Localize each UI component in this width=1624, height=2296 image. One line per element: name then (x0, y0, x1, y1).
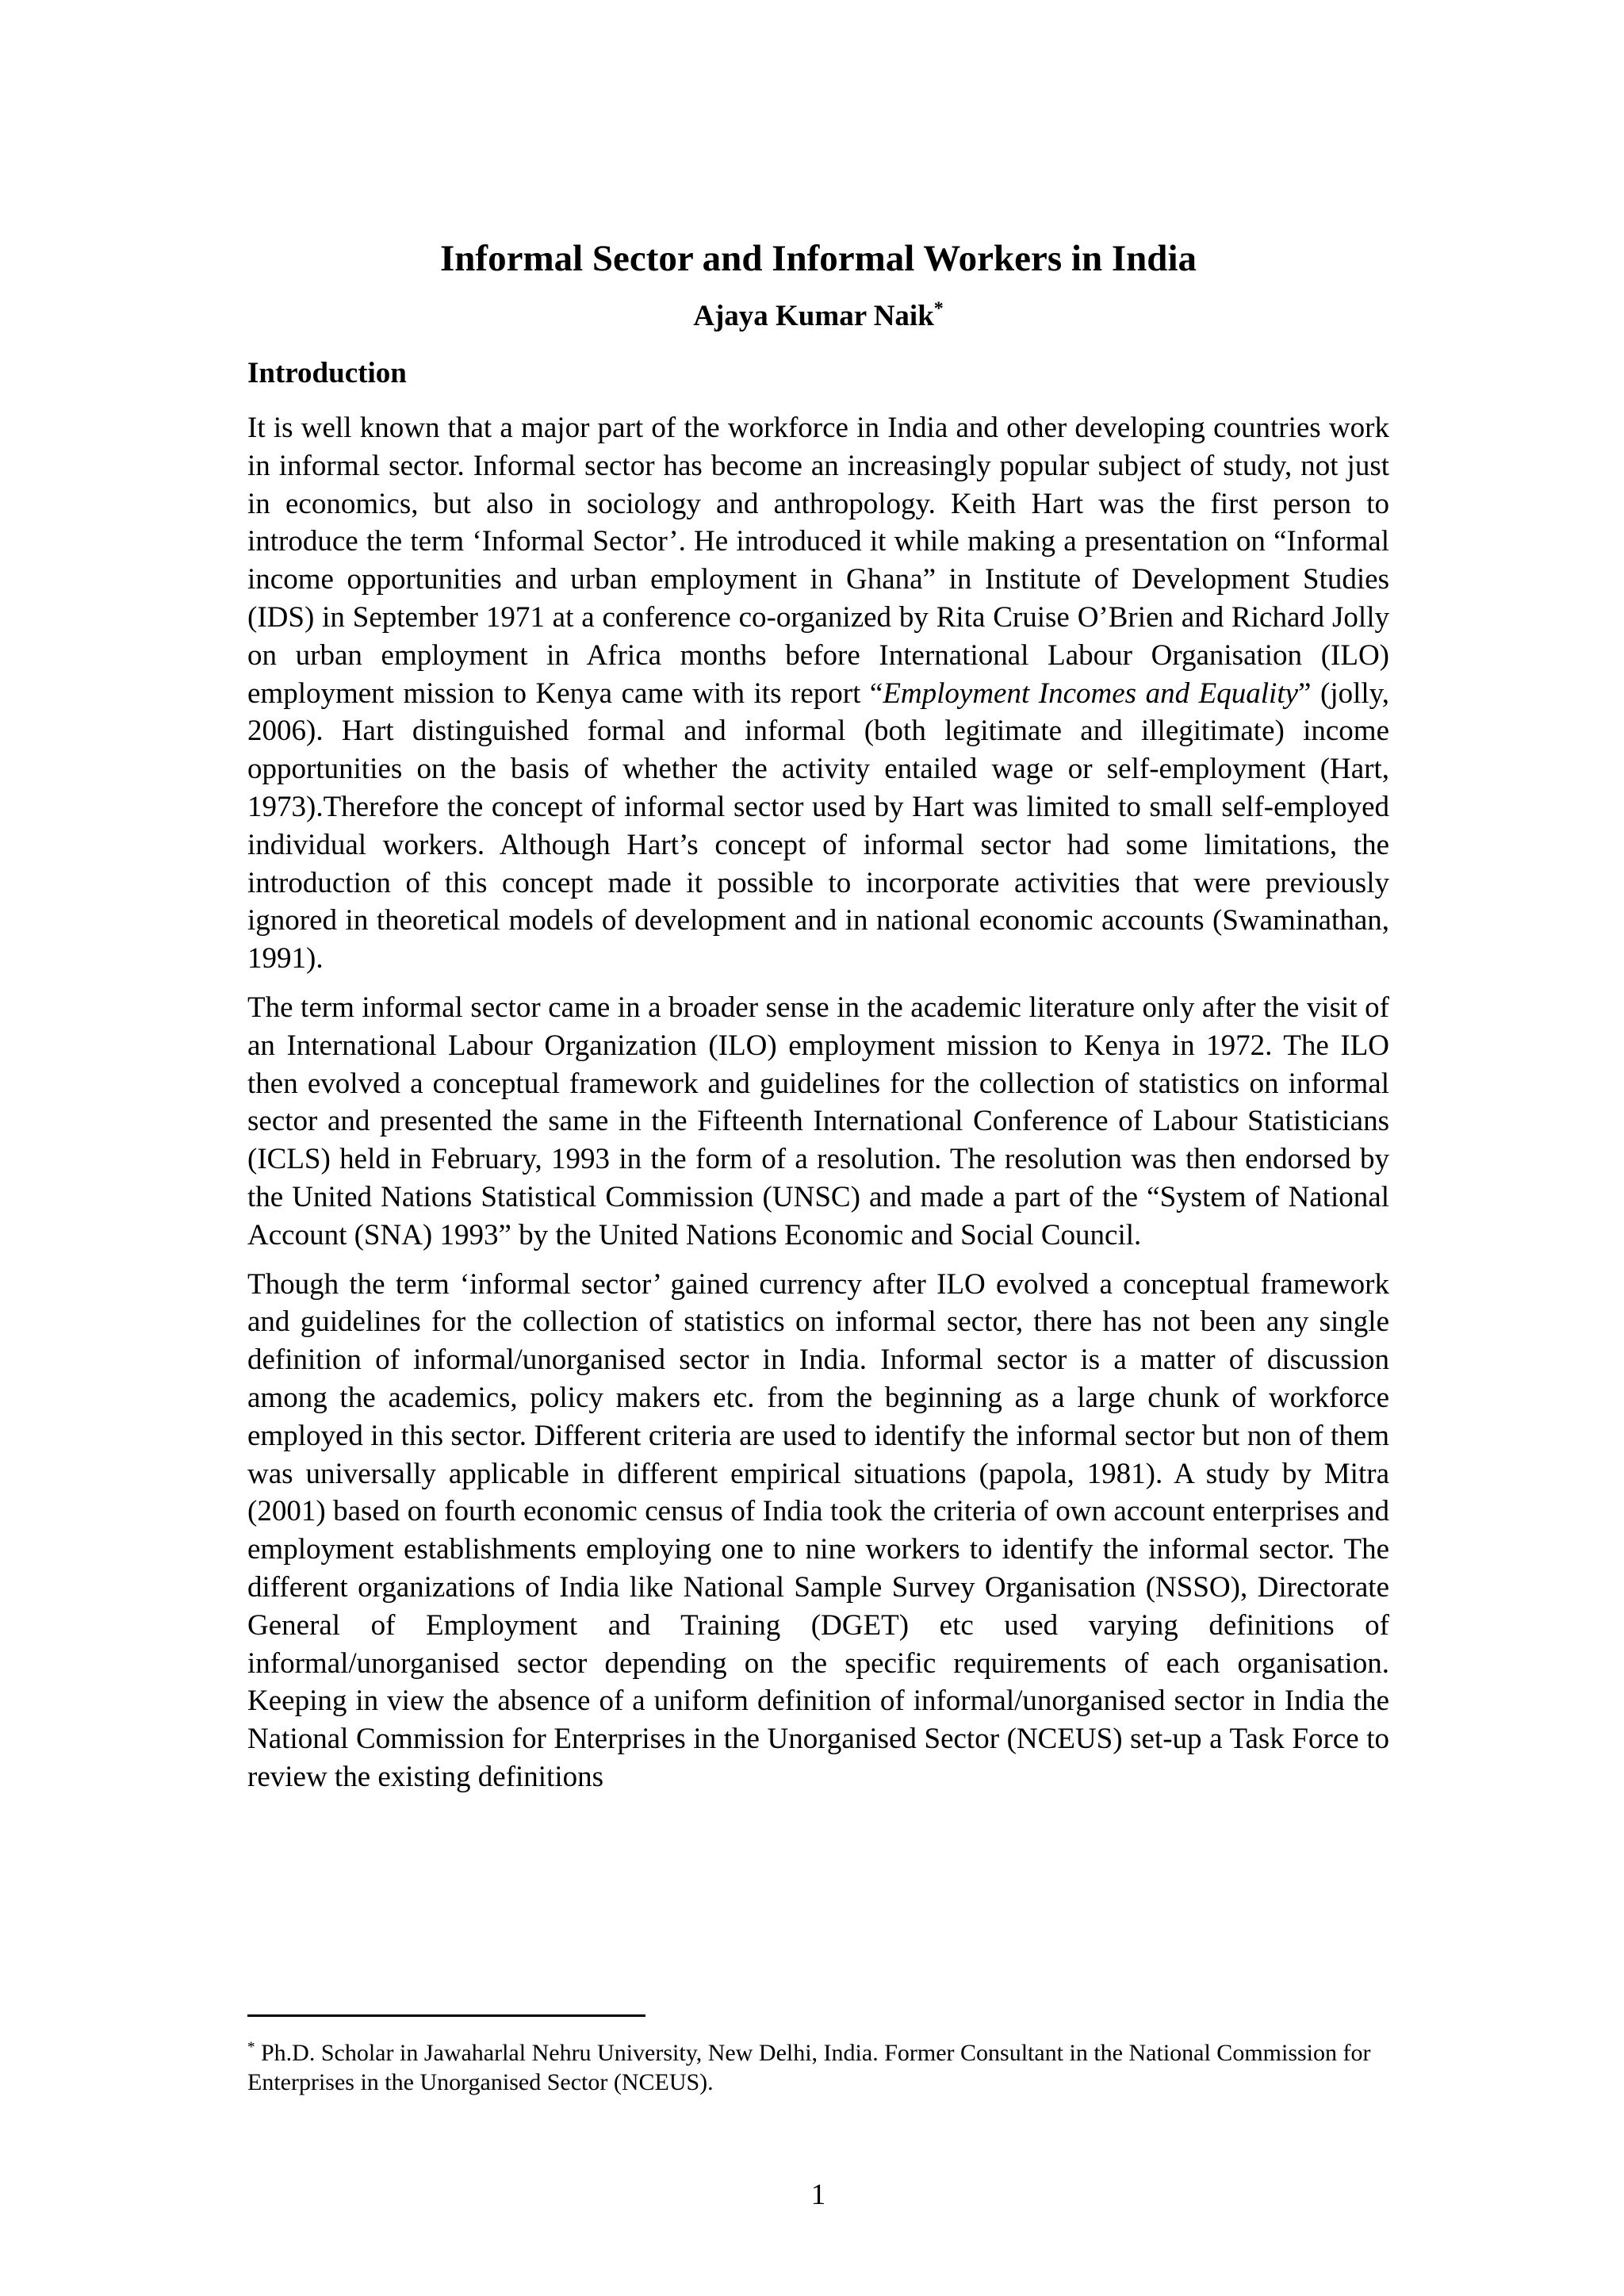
section-heading-introduction: Introduction (247, 357, 407, 389)
paragraph-1-part-1: It is well known that a major part of the workforce in India and other developing countries work in informal sector. Informal sector has become an increasingly popular subject of study, not just in economics, but also in sociology and anthropology. Keith Hart was the first person to introduce the term ‘Informal Sector’. He introduced it while making a presentation on “Informal income opportunities and urban employment in Ghana” in Institute of Development Studies (IDS) in September 1971 at a conference co-organized by Rita Cruise O’Brien and Richard Jolly on urban employment in Africa months before International Labour Organisation (ILO) employment mission to Kenya came with its report “ (247, 412, 1389, 710)
author-name: Ajaya Kumar Naik (693, 300, 934, 332)
page-number: 1 (810, 2179, 826, 2211)
paper-title: Informal Sector and Informal Workers in India (440, 238, 1197, 279)
body-text (247, 409, 1389, 1807)
paragraph-1-part-2: ” (jolly, 2006). Hart distinguished formal and informal (both legitimate and illegitimate) income opportunities on the basis of whether the activity entailed wage or self-employment (Hart, 1973).Therefore the concept of informal sector used by Hart was limited to small self-employed individual workers. Although Hart’s concept of informal sector had some limitations, the introduction of this concept made it possible to incorporate activities that were previously ignored in theoretical models of development and in national economic accounts (Swaminathan, 1991). (247, 677, 1390, 976)
author-line (247, 298, 1389, 335)
report-title-italic: Employment Incomes and Equality (883, 677, 1299, 710)
paragraph-1 (247, 409, 1389, 978)
footnote-marker: * (247, 2039, 255, 2056)
paragraph-3: Though the term ‘informal sector’ gained currency after ILO evolved a conceptual framework and guidelines for the collection of statistics on informal sector, there has not been any single definition of informal/unorganised sector in India. Informal sector is a matter of discussion among the academics, policy makers etc. from the beginning as a large chunk of workforce employed in this sector. Different criteria are used to identify the informal sector but non of them was universally applicable in different empirical situations (papola, 1981). A study by Mitra (2001) based on fourth economic census of India took the criteria of own account enterprises and employment establishments employing one to nine workers to identify the informal sector. The different organizations of India like National Sample Survey Organisation (NSSO), Directorate General of Employment and Training (DGET) etc used varying definitions of informal/unorganised sector depending on the specific requirements of each organisation. Keeping in view the absence of a uniform definition of informal/unorganised sector in India the National Commission for Enterprises in the Unorganised Sector (NCEUS) set-up a Task Force to review the existing definitions (247, 1267, 1389, 1793)
footnote-text: Ph.D. Scholar in Jawaharlal Nehru University, New Delhi, India. Former Consultant in the National Commission for Enterprises in the Unorganised Sector (NCEUS). (247, 2040, 1371, 2095)
footnote (247, 2038, 1389, 2097)
paragraph-2: The term informal sector came in a broader sense in the academic literature only after the visit of an International Labour Organization (ILO) employment mission to Kenya in 1972. The ILO then evolved a conceptual framework and guidelines for the collection of statistics on informal sector and presented the same in the Fifteenth International Conference of Labour Statisticians (ICLS) held in February, 1993 in the form of a resolution. The resolution was then endorsed by the United Nations Statistical Commission (UNSC) and made a part of the “System of National Account (SNA) 1993” by the United Nations Economic and Social Council. (247, 991, 1389, 1251)
author-footnote-marker: * (933, 298, 944, 320)
footnote-separator (247, 2014, 645, 2017)
